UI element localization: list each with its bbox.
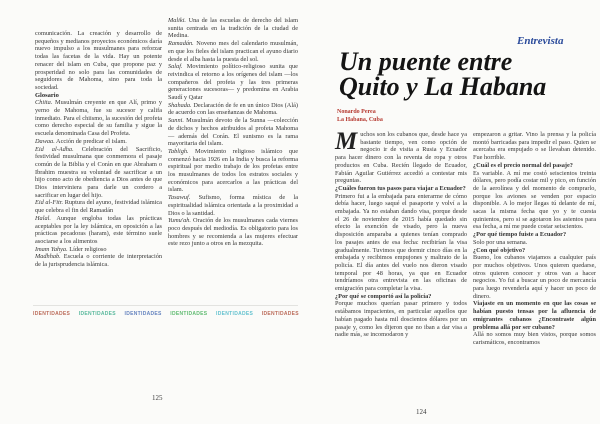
glossary-term: Halal. xyxy=(35,214,51,222)
drop-cap: M xyxy=(335,128,358,155)
interview-column-2 xyxy=(473,131,596,347)
glossary-entry xyxy=(168,217,298,248)
journal-watermark-word: IDENTIDADES xyxy=(33,311,71,317)
page-right-interview xyxy=(300,0,600,424)
interview-question: ¿Cuál es el precio normal del pasaje? xyxy=(473,161,573,169)
interview-answer: Allá no somos muy bien vistos, porque somos carismáticos, encontramos xyxy=(473,331,596,346)
glossary-term: Madhhab. xyxy=(35,253,61,261)
glossary-term: Imam Yahya. xyxy=(35,245,68,253)
glossary-term: Eid al-Fitr. xyxy=(35,199,64,207)
journal-watermark-word: IDENTIDADES xyxy=(261,311,299,317)
glossary-term: Maliki. xyxy=(168,17,187,24)
section-divider xyxy=(33,305,298,306)
glossary-entry xyxy=(168,194,298,217)
interview-intro xyxy=(335,128,467,185)
glossary-entry xyxy=(35,246,162,254)
interview-answer-continuation: empezaron a gritar. Vino la prensa y la policía montó barricadas para impedir el paso. Quien se acercaba era empujado o se llevaban detenido. Fue horrible. xyxy=(473,131,596,162)
glossary-entry xyxy=(35,215,162,246)
glossary-entry xyxy=(35,253,162,268)
byline-location: La Habana, Cuba xyxy=(337,117,383,123)
glossary-heading: Glosario xyxy=(35,91,59,99)
interview-answer: Primero fui a la embajada para enterarme de cómo debía hacer, luego saqué el pasaporte y volví a la embajada. Ya no estaban dando visa, porque desde el 26 de noviembre de 2015 había quedado sin efecto la exención de visado, pero la nueva disposición amparaba a quienes tenían comprado los pasajes antes de esa fecha: recibirían la visa gradualmente. Tuvimos que dormir cinco días en la embajada y recibimos empujones y maltrato de la policía. El día antes del vuelo nos dieron visado temporal por 48 horas, ya que en Ecuador tendríamos otra entrevista en las oficinas de emigración para completar la visa. xyxy=(335,192,467,293)
byline-author: Nonardo Perea xyxy=(337,109,376,115)
glossary-definition: Noveno mes del calendario musulmán, en que los fieles del islam practican el ayuno diario desde el alba hasta la puesta del sol. xyxy=(168,40,298,63)
interview-intro-text: uchos son los cubanos que, desde hace ya bastante tiempo, ven como opción de negocio ir de visita a Rusia y Ecuador para hacer dinero con la reventa de ropa y otros productos en Cuba. Recién llegado de Ecuador, Fabián Aguilar Gutiérrez accedió a contestar mis preguntas. xyxy=(335,131,467,185)
glossary-entry xyxy=(168,63,298,102)
journal-watermark-word: IDENTIDADES xyxy=(78,311,116,317)
left-column-2 xyxy=(168,17,298,248)
glossary-definition: Escuela o corriente de interpretación de la jurisprudencia islámica. xyxy=(35,253,163,269)
glossary-definition: Sufismo, forma mística de la espiritualidad islámica orientada a la proximidad a Dios o la santidad. xyxy=(168,194,298,217)
interview-column-1 xyxy=(335,128,467,339)
glossary-term: Yumu'ah. xyxy=(168,217,191,225)
journal-watermark-word: IDENTIDADES xyxy=(216,311,254,317)
section-label: Entrevista xyxy=(517,35,564,47)
interview-question: Viajaste en un momento en que las cosas se habían puesto tensas por la afluencia de emigrantes cubanos ¿Encontraste algún problema allá por ser cubano? xyxy=(473,300,596,331)
glossary-entry xyxy=(168,117,298,148)
page-number-right: 124 xyxy=(416,408,427,416)
glossary-entry xyxy=(168,40,298,63)
page-number-left: 125 xyxy=(152,394,163,402)
journal-watermark-word: IDENTIDADES xyxy=(124,311,162,317)
interview-question: ¿Con qué objetivo? xyxy=(473,246,526,254)
glossary-definition: Movimiento político-religioso sunita que reivindica el retorno a los orígenes del islam —los compañeros del profeta y las tres primeras generaciones sucesoras— y predomina en Arabia Saudí y Qatar xyxy=(168,63,298,102)
interview-question: ¿Cuáles fueron tus pasos para viajar a Ecuador? xyxy=(335,184,466,192)
glossary-term: Eid al-Adha. xyxy=(35,145,74,153)
interview-question: ¿Por qué se comportó así la policía? xyxy=(335,292,432,300)
glossary-term: Shahada. xyxy=(168,101,192,109)
interview-answer: Porque muchos querían pasar primero y todos estábamos impacientes, en particular aquellos que habían pagado hasta mil doscientos dólares por un pasaje y, como les dijeron que no iban a dar visa a nadie más, se incomodaron y xyxy=(335,300,467,339)
article-title-line2: Quito y La Habana xyxy=(339,72,547,101)
glossary-entry xyxy=(35,138,162,146)
glossary-definition: Musulmán creyente en que Alí, primo y yerno de Mahoma, fue su sucesor y califa inmediato. Para el chiismo, la sucesión del profeta como derecho especial de su familia y sigue la escuela denominada Casa del Profeta. xyxy=(35,99,162,138)
interview-question: ¿Por qué tiempo fuiste a Ecuador? xyxy=(473,231,567,239)
interview-answer: Solo por una semana. xyxy=(473,238,528,246)
glossary-term: Ramadán. xyxy=(168,40,194,48)
left-column-1 xyxy=(35,30,162,269)
glossary-definition: Declaración de fe en un único Dios (Alá) de acuerdo con las enseñanzas de Mahoma. xyxy=(168,101,298,117)
interview-answer: Bueno, los cubanos viajamos a cualquier país por muchos objetivos. Unos quieren quedarse, otros quieren conocer y otros van a hacer negocios. Yo fui a buscar un poco de mercancía para luego revenderla aquí y hacer un poco de dinero. xyxy=(473,254,596,300)
glossary-definition: Movimiento religioso islámico que comenzó hacia 1926 en la India y busca la reforma espiritual por medio trabajo de los profetas entre los musulmanes de todos los estratos sociales y económicos para acercarlos a las prácticas del islam. xyxy=(168,147,298,194)
glossary-definition: Líder religioso xyxy=(69,245,107,253)
glossary-term: Tabligh. xyxy=(168,147,189,155)
glossary-definition: Oración de los musulmanes cada viernes poco después del mediodía. Es obligatorio para los hombres y se recomienda a las mujeres efectuar este rezo junto a otros en la mezquita. xyxy=(168,217,298,248)
glossary-entry xyxy=(35,99,162,138)
glossary-term: Salaf. xyxy=(168,63,183,71)
glossary-definition: Aunque engloba todas las prácticas aceptables por la ley islámica, en oposición a las prácticas pecadoras (haram), este término suele asociarse a los alimentos xyxy=(35,214,162,245)
glossary-term: Sunni. xyxy=(168,117,184,125)
glossary-term: Tasawuf. xyxy=(168,194,191,202)
glossary-entry xyxy=(168,17,298,40)
glossary-entry xyxy=(168,102,298,117)
glossary-entry xyxy=(35,146,162,200)
article-title-line1: Un puente entre xyxy=(339,47,513,76)
glossary-definition: Una de las escuelas de derecho del islam sunita centrada en la tradición de la ciudad de Medina. xyxy=(168,17,298,40)
journal-watermark xyxy=(33,311,299,317)
glossary-entry xyxy=(168,148,298,194)
glossary-definition: Celebración del Sacrificio, festividad musulmana que conmemora el pasaje común de la Biblia y el Corán en que Abraham o Ibrahim muestra su voluntad de sacrificar a un hijo como acto de obediencia a Dios antes de que Dios interviniera para darle un cordero a sacrificar en lugar del hijo. xyxy=(35,145,162,199)
glossary-term: Dawaa. xyxy=(35,137,55,145)
glossary-term: Chiita. xyxy=(35,99,53,107)
byline xyxy=(337,108,383,124)
intro-paragraph: comunicación. La creación y desarrollo de pequeños y medianos proyectos económicos daría nuevo impulso a los musulmanes para reforzar todas las facetas de la vida. Hay un potente renacer del islam en Cuba, que propone paz y prosperidad no solo para las comunidades de seguidores de Mahoma, sino para toda la sociedad. xyxy=(35,30,162,91)
glossary-entry xyxy=(35,199,162,214)
journal-watermark-word: IDENTIDADES xyxy=(170,311,208,317)
glossary-definition: Musulmán devoto de la Sunna —colección de dichos y hechos atribuidos al profeta Mahoma— además del Corán. El sunismo es la rama mayoritaria del islam. xyxy=(168,117,298,148)
article-title xyxy=(339,49,546,99)
interview-answer: Es variable. A mí me costó seiscientos treinta dólares, pero podía costar mil y pico, en función de la aerolínea y del momento de comprarlo, porque los aviones se venden por espacio disponible. A lo mejor llegas tú delante de mí, sacas la misma fecha que yo y te cuesta quinientos, pero si se agotaron los asientos para esa fecha, a mí me puede costar seiscientos. xyxy=(473,169,596,231)
glossary-definition: Acción de predicar el islam. xyxy=(56,137,127,145)
glossary-definition: Ruptura del ayuno, festividad islámica que celebra el fin del Ramadán xyxy=(35,199,162,215)
